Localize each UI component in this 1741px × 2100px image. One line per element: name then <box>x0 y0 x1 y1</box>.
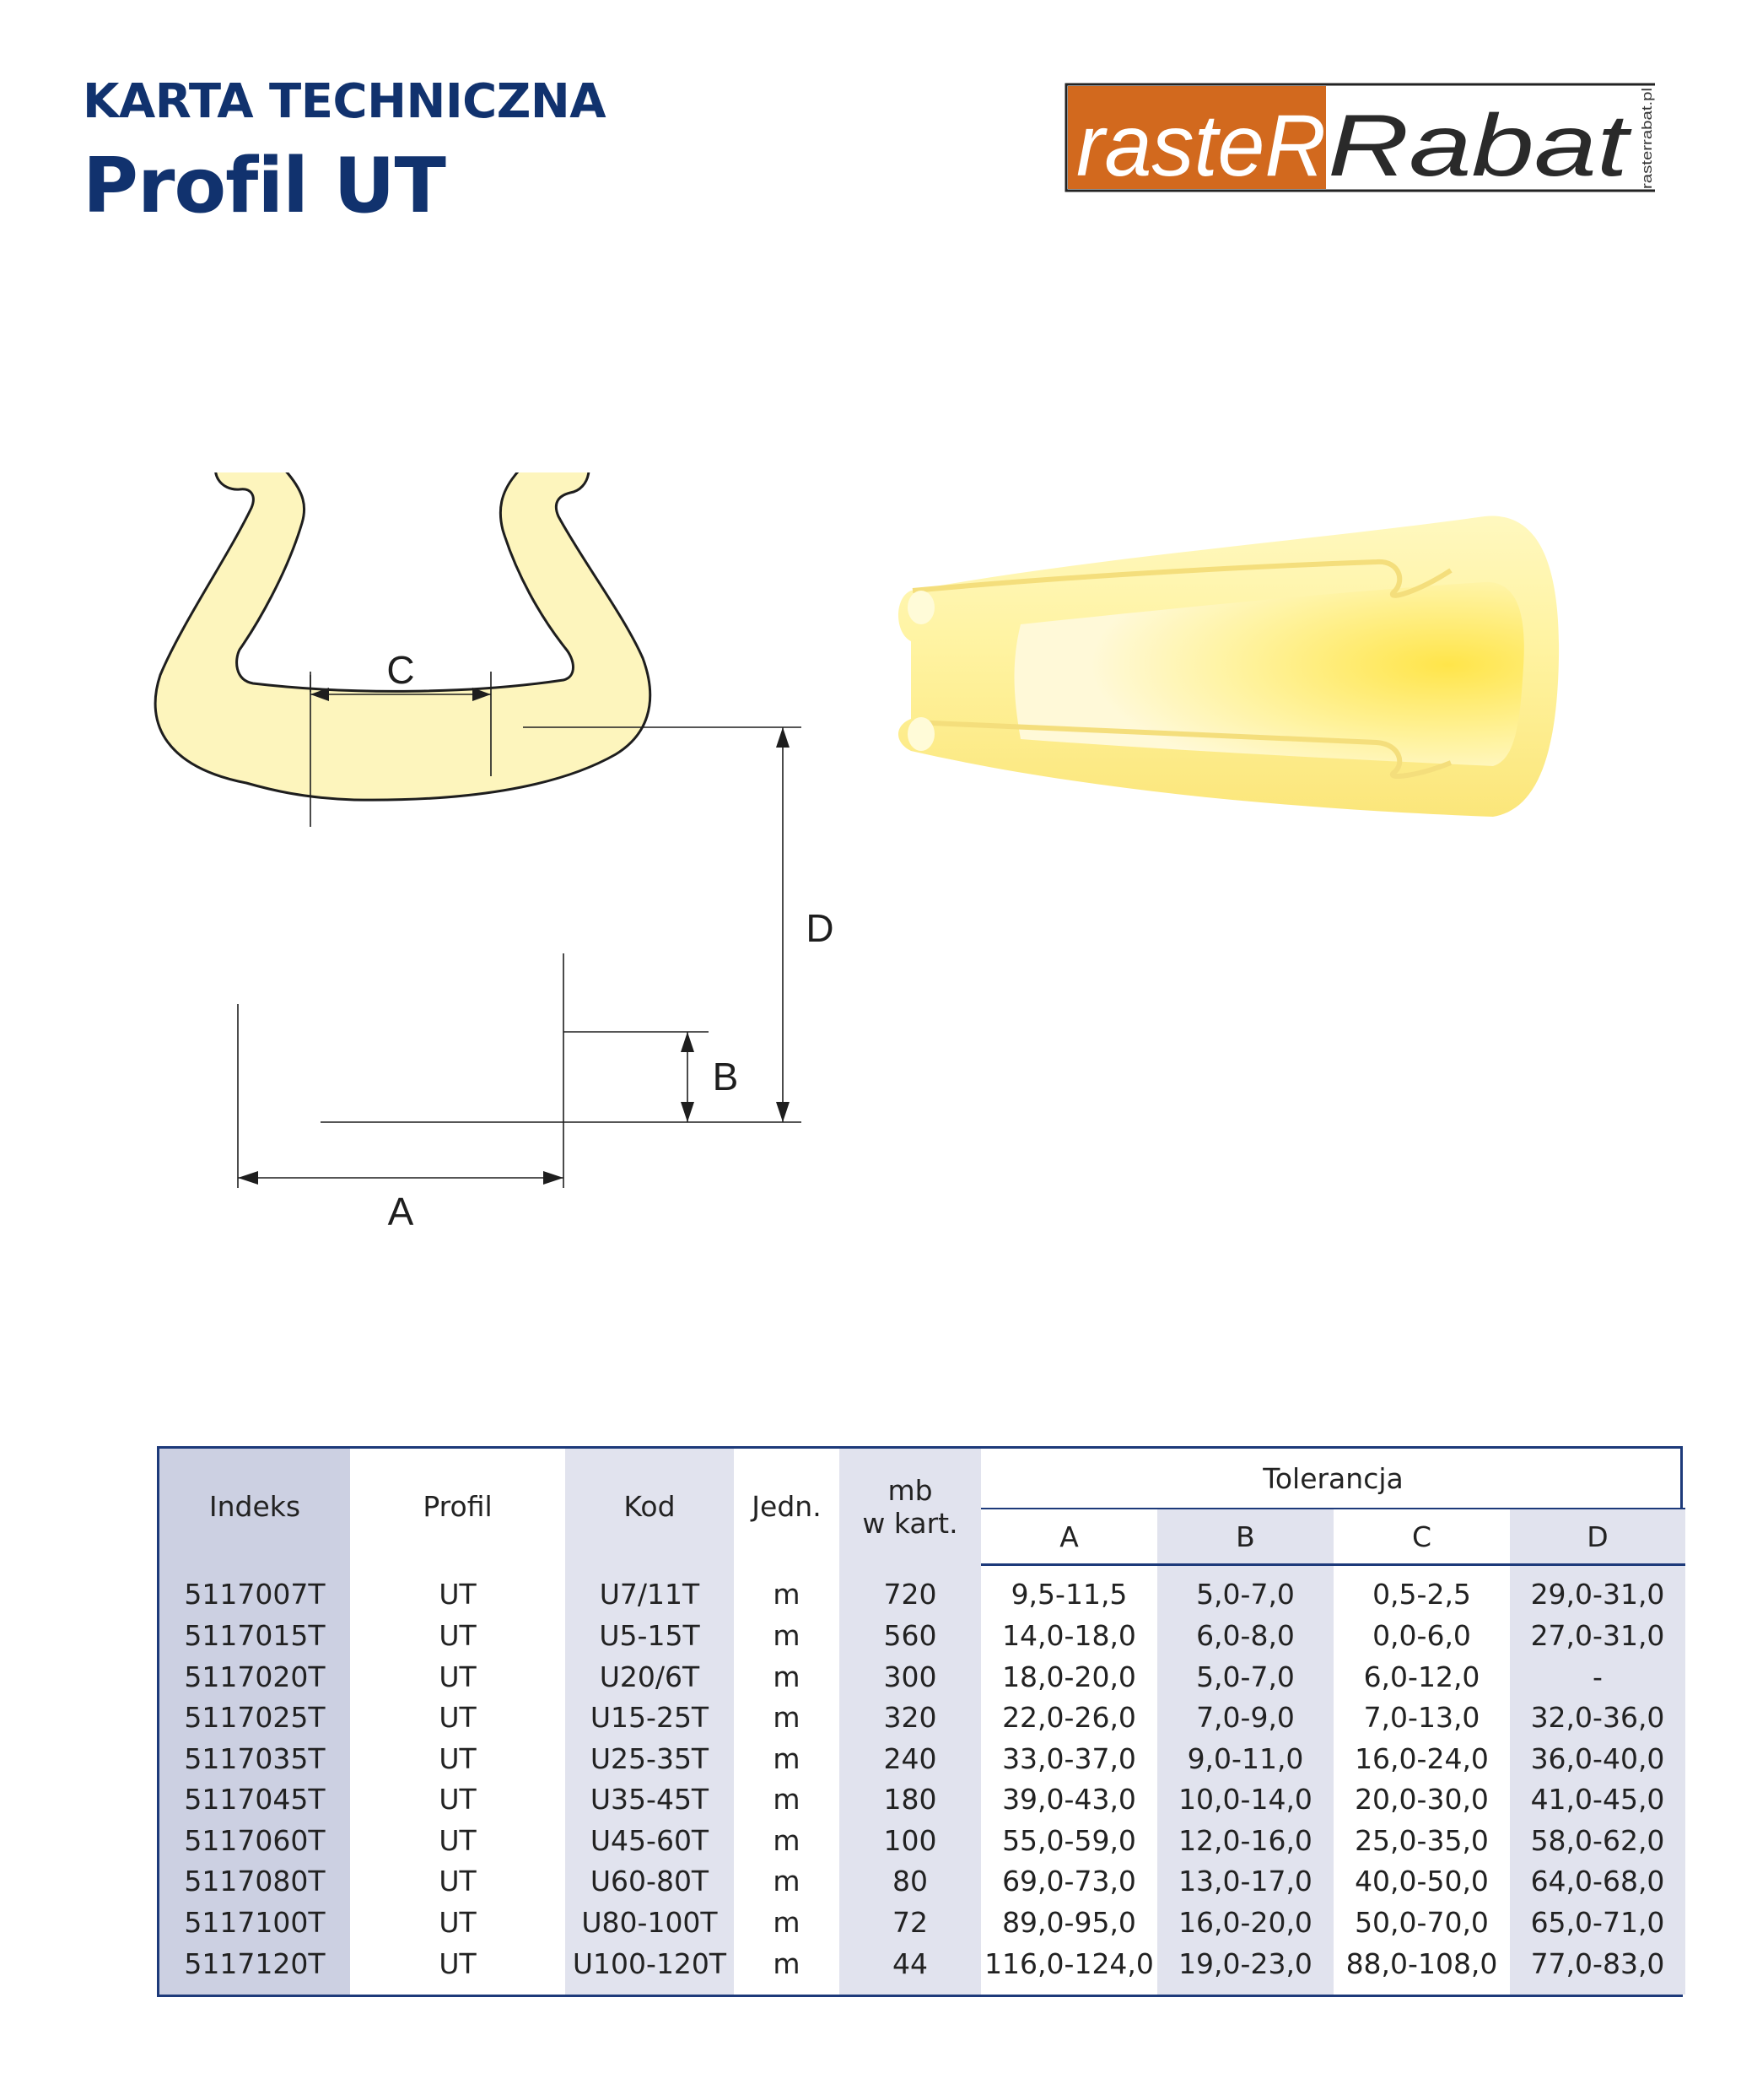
cell-b: 5,0-7,0 <box>1157 1565 1334 1616</box>
cell-d: 65,0-71,0 <box>1510 1903 1685 1944</box>
table-body <box>159 1565 1685 1995</box>
cell-b: 16,0-20,0 <box>1157 1903 1334 1944</box>
cell-profil: UT <box>439 1660 477 1693</box>
col-header-indeks: Indeks <box>159 1449 350 1565</box>
cell-d: 32,0-36,0 <box>1510 1698 1685 1739</box>
cell-c: 16,0-24,0 <box>1355 1741 1489 1775</box>
cell-jedn: m <box>773 1741 800 1775</box>
cell-profil: UT <box>439 1783 477 1817</box>
cell-c: 20,0-30,0 <box>1355 1783 1489 1817</box>
table-row <box>159 1698 1685 1739</box>
cell-jedn: m <box>773 1905 800 1939</box>
cell-d: 36,0-40,0 <box>1510 1738 1685 1779</box>
specs-table <box>157 1446 1683 1997</box>
cell-kod: U15-25T <box>565 1698 734 1739</box>
table-row <box>159 1616 1685 1657</box>
cell-mb: 300 <box>839 1656 981 1698</box>
cross-section-drawing <box>155 472 834 1234</box>
cell-indeks: 5117020T <box>159 1656 350 1698</box>
cell-kod: U35-45T <box>565 1779 734 1821</box>
cell-d: - <box>1510 1656 1685 1698</box>
logo-text-raster: rasteR <box>1076 97 1326 192</box>
table-row <box>159 1738 1685 1779</box>
cell-c: 88,0-108,0 <box>1345 1946 1498 1980</box>
cell-c: 7,0-13,0 <box>1363 1701 1480 1735</box>
cell-a: 116,0-124,0 <box>984 1946 1154 1980</box>
cell-b: 12,0-16,0 <box>1157 1821 1334 1862</box>
col-header-kod: Kod <box>565 1449 734 1565</box>
cell-jedn: m <box>773 1946 800 1980</box>
rasterrabat-logo <box>1065 83 1655 192</box>
cell-profil: UT <box>439 1946 477 1980</box>
cell-a: 39,0-43,0 <box>1002 1783 1136 1817</box>
cell-profil: UT <box>439 1618 477 1652</box>
col-header-c: C <box>1334 1509 1510 1565</box>
cell-jedn: m <box>773 1701 800 1735</box>
cell-mb: 100 <box>839 1821 981 1862</box>
cell-kod: U7/11T <box>565 1565 734 1616</box>
dimension-label-b: B <box>712 1055 739 1099</box>
cell-profil: UT <box>439 1865 477 1898</box>
cell-mb: 720 <box>839 1565 981 1616</box>
cell-kod: U25-35T <box>565 1738 734 1779</box>
cell-b: 9,0-11,0 <box>1157 1738 1334 1779</box>
col-header-mb-line2: w kart. <box>862 1506 958 1540</box>
col-header-jedn: Jedn. <box>752 1490 822 1524</box>
doc-type-title: KARTA TECHNICZNA <box>83 74 606 129</box>
col-header-tolerancja: Tolerancja <box>1263 1461 1404 1495</box>
cell-kod: U60-80T <box>565 1861 734 1903</box>
cell-a: 55,0-59,0 <box>1002 1823 1136 1857</box>
cell-b: 13,0-17,0 <box>1157 1861 1334 1903</box>
cell-profil: UT <box>439 1905 477 1939</box>
cell-profil: UT <box>439 1701 477 1735</box>
cell-jedn: m <box>773 1660 800 1693</box>
cell-b: 6,0-8,0 <box>1157 1616 1334 1657</box>
cell-indeks: 5117045T <box>159 1779 350 1821</box>
dimension-label-c: C <box>386 648 415 692</box>
col-header-d: D <box>1510 1509 1685 1565</box>
cell-d: 41,0-45,0 <box>1510 1779 1685 1821</box>
cell-a: 22,0-26,0 <box>1002 1701 1136 1735</box>
cell-indeks: 5117060T <box>159 1821 350 1862</box>
cell-mb: 44 <box>839 1943 981 1995</box>
cell-d: 27,0-31,0 <box>1510 1616 1685 1657</box>
product-title: Profil UT <box>83 142 445 230</box>
cell-a: 9,5-11,5 <box>1011 1578 1128 1611</box>
cell-d: 77,0-83,0 <box>1510 1943 1685 1995</box>
cell-c: 50,0-70,0 <box>1355 1905 1489 1939</box>
table-row <box>159 1943 1685 1995</box>
profile-shape <box>155 472 650 800</box>
cell-b: 10,0-14,0 <box>1157 1779 1334 1821</box>
cell-mb: 72 <box>839 1903 981 1944</box>
cell-a: 14,0-18,0 <box>1002 1618 1136 1652</box>
cell-mb: 240 <box>839 1738 981 1779</box>
table-row <box>159 1565 1685 1616</box>
cell-d: 64,0-68,0 <box>1510 1861 1685 1903</box>
cell-c: 40,0-50,0 <box>1355 1865 1489 1898</box>
cell-profil: UT <box>439 1823 477 1857</box>
cell-c: 25,0-35,0 <box>1355 1823 1489 1857</box>
cell-mb: 180 <box>839 1779 981 1821</box>
cell-c: 6,0-12,0 <box>1363 1660 1480 1693</box>
logo-text-rabat: Rabat <box>1328 97 1633 192</box>
cell-indeks: 5117100T <box>159 1903 350 1944</box>
cell-indeks: 5117025T <box>159 1698 350 1739</box>
cell-c: 0,0-6,0 <box>1372 1618 1471 1652</box>
table-row <box>159 1861 1685 1903</box>
col-header-mb-line1: mb <box>887 1473 933 1507</box>
table-row <box>159 1779 1685 1821</box>
cell-jedn: m <box>773 1577 800 1611</box>
cell-b: 5,0-7,0 <box>1157 1656 1334 1698</box>
cell-b: 19,0-23,0 <box>1157 1943 1334 1995</box>
table-row <box>159 1903 1685 1944</box>
table-row <box>159 1821 1685 1862</box>
cell-indeks: 5117007T <box>159 1565 350 1616</box>
cell-profil: UT <box>439 1577 477 1611</box>
cell-mb: 80 <box>839 1861 981 1903</box>
cell-d: 29,0-31,0 <box>1510 1565 1685 1616</box>
cell-c: 0,5-2,5 <box>1372 1578 1471 1611</box>
col-header-mb <box>839 1449 981 1565</box>
col-header-profil: Profil <box>423 1490 493 1524</box>
cell-jedn: m <box>773 1783 800 1817</box>
cell-indeks: 5117080T <box>159 1861 350 1903</box>
profile-3d-illustration <box>898 516 1559 817</box>
cell-kod: U45-60T <box>565 1821 734 1862</box>
cell-a: 69,0-73,0 <box>1002 1865 1136 1898</box>
logo-url: rasterrabat.pl <box>1639 104 1655 189</box>
profile-drawings <box>0 472 1741 1316</box>
cell-b: 7,0-9,0 <box>1157 1698 1334 1739</box>
cell-kod: U5-15T <box>565 1616 734 1657</box>
cell-a: 18,0-20,0 <box>1002 1660 1136 1693</box>
cell-kod: U100-120T <box>565 1943 734 1995</box>
cell-jedn: m <box>773 1823 800 1857</box>
cell-jedn: m <box>773 1865 800 1898</box>
cell-mb: 560 <box>839 1616 981 1657</box>
dimension-label-d: D <box>806 906 834 950</box>
cell-jedn: m <box>773 1618 800 1652</box>
col-header-b: B <box>1157 1509 1334 1565</box>
cell-kod: U80-100T <box>565 1903 734 1944</box>
col-header-a: A <box>981 1509 1157 1565</box>
dimension-label-a: A <box>387 1190 414 1234</box>
cell-a: 89,0-95,0 <box>1002 1905 1136 1939</box>
cell-kod: U20/6T <box>565 1656 734 1698</box>
cell-profil: UT <box>439 1741 477 1775</box>
cell-a: 33,0-37,0 <box>1002 1741 1136 1775</box>
cell-indeks: 5117120T <box>159 1943 350 1995</box>
cell-d: 58,0-62,0 <box>1510 1821 1685 1862</box>
cell-mb: 320 <box>839 1698 981 1739</box>
cell-indeks: 5117015T <box>159 1616 350 1657</box>
cell-indeks: 5117035T <box>159 1738 350 1779</box>
table-row <box>159 1656 1685 1698</box>
